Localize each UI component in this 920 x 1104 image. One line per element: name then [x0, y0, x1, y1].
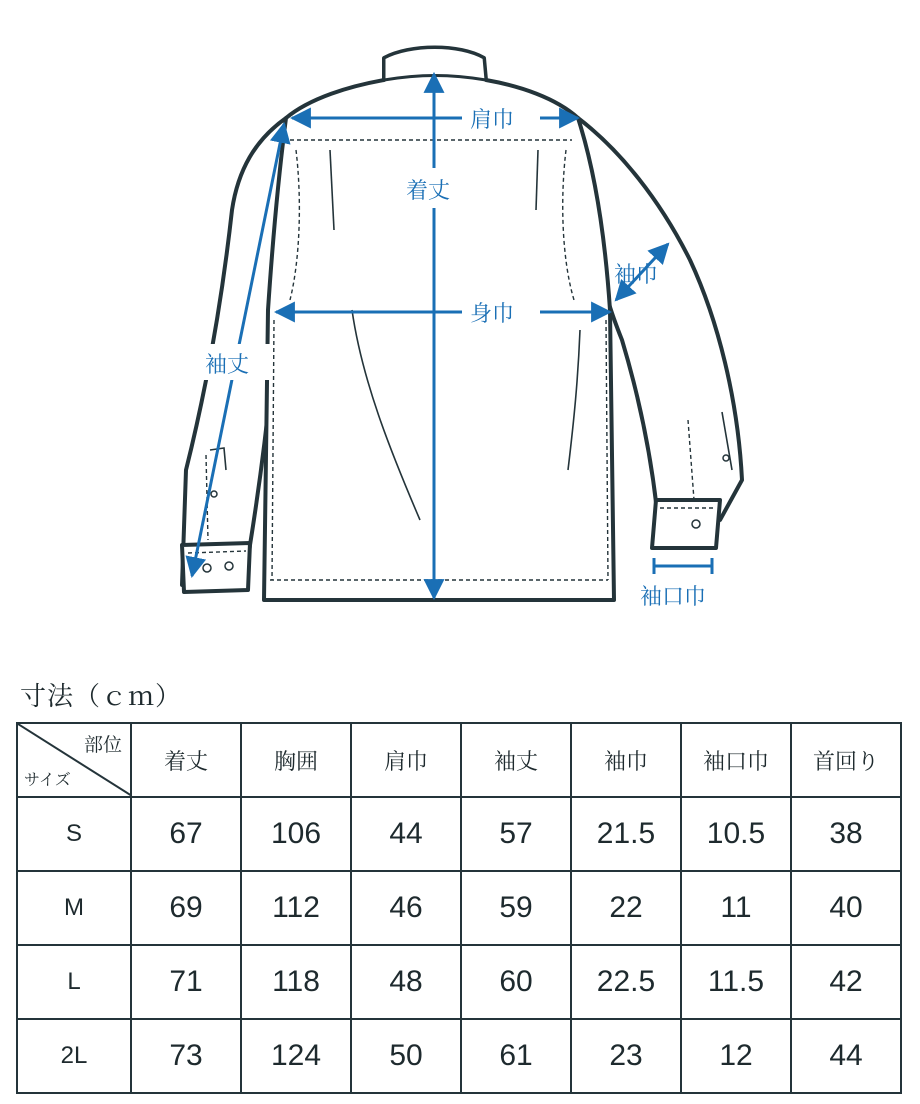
table-corner-cell	[17, 723, 131, 797]
table-header-row	[17, 723, 901, 797]
column-header: 着丈	[131, 723, 241, 797]
sleeve-width-label: 袖巾	[614, 263, 659, 288]
column-header: 首回り	[791, 723, 901, 797]
table-cell: 44	[791, 1019, 901, 1093]
table-cell: 23	[571, 1019, 681, 1093]
length-label: 着丈	[406, 179, 451, 204]
table-cell: 44	[351, 797, 461, 871]
table-cell: 67	[131, 797, 241, 871]
table-cell: 22	[571, 871, 681, 945]
size-cell: L	[17, 945, 131, 1019]
table-cell: 57	[461, 797, 571, 871]
column-header: 肩巾	[351, 723, 461, 797]
table-title: 寸法（ｃｍ）	[20, 682, 183, 712]
chest-label: 身巾	[470, 302, 515, 327]
table-row	[17, 945, 901, 1019]
table-cell: 22.5	[571, 945, 681, 1019]
table-cell: 48	[351, 945, 461, 1019]
table-cell: 38	[791, 797, 901, 871]
column-header: 袖巾	[571, 723, 681, 797]
table-cell: 12	[681, 1019, 791, 1093]
size-table	[16, 722, 902, 1094]
table-cell: 61	[461, 1019, 571, 1093]
table-cell: 10.5	[681, 797, 791, 871]
table-cell: 46	[351, 871, 461, 945]
size-cell: M	[17, 871, 131, 945]
table-cell: 42	[791, 945, 901, 1019]
table-cell: 124	[241, 1019, 351, 1093]
size-cell: S	[17, 797, 131, 871]
table-cell: 21.5	[571, 797, 681, 871]
table-cell: 71	[131, 945, 241, 1019]
table-cell: 106	[241, 797, 351, 871]
table-cell: 69	[131, 871, 241, 945]
table-row	[17, 871, 901, 945]
table-cell: 50	[351, 1019, 461, 1093]
table-cell: 11.5	[681, 945, 791, 1019]
shirt-outline	[182, 48, 742, 601]
column-header: 胸囲	[241, 723, 351, 797]
table-cell: 40	[791, 871, 901, 945]
table-cell: 118	[241, 945, 351, 1019]
table-cell: 60	[461, 945, 571, 1019]
shirt-body	[264, 48, 614, 601]
table-cell: 112	[241, 871, 351, 945]
table-cell: 73	[131, 1019, 241, 1093]
table-cell: 59	[461, 871, 571, 945]
corner-size-label: サイズ	[24, 770, 71, 789]
sleeve-length-label: 袖丈	[205, 353, 250, 378]
table-row	[17, 1019, 901, 1093]
cuff-width-label: 袖口巾	[640, 585, 707, 610]
table-row	[17, 797, 901, 871]
size-cell: 2L	[17, 1019, 131, 1093]
shoulder-label: 肩巾	[470, 108, 515, 133]
column-header: 袖口巾	[681, 723, 791, 797]
column-header: 袖丈	[461, 723, 571, 797]
right-cuff	[652, 500, 720, 548]
corner-part-label: 部位	[83, 734, 122, 756]
table-cell: 11	[681, 871, 791, 945]
